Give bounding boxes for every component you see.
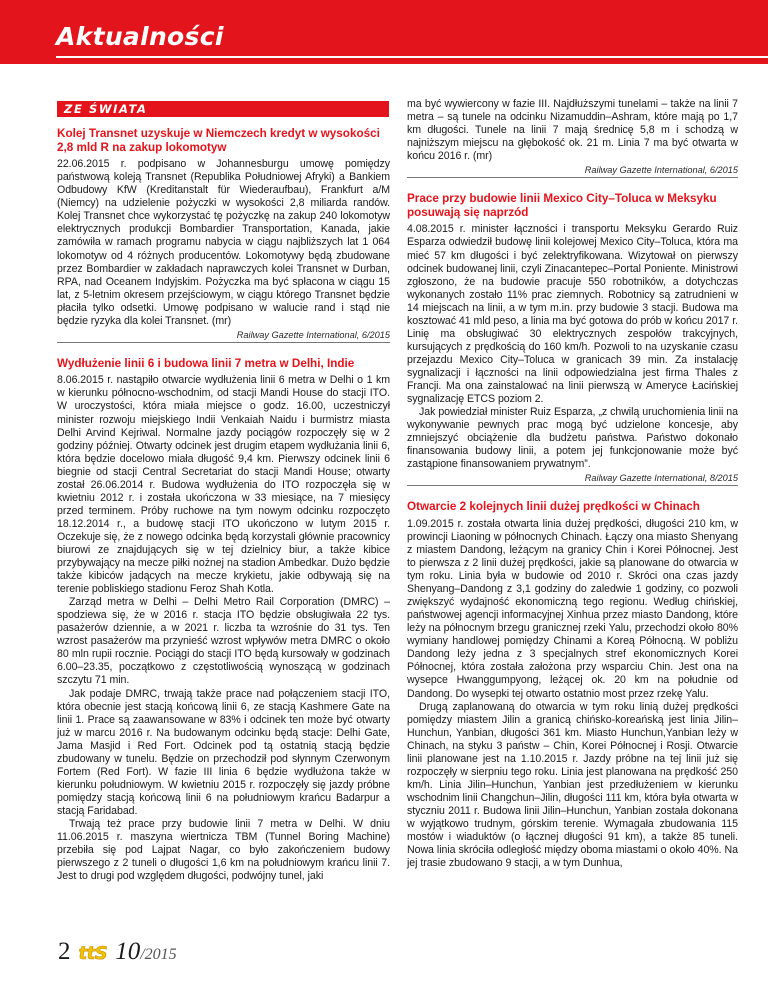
article-delhi-metro: [57, 357, 390, 883]
article-headline: Kolej Transnet uzyskuje w Niemczech kredyt w wysokości 2,8 mld R na zakup lokomotyw: [57, 127, 380, 154]
article-source: Railway Gazette International, 8/2015: [407, 473, 738, 486]
article-body: [57, 158, 390, 328]
article-source: Railway Gazette International, 6/2015: [57, 330, 390, 343]
article-paragraph: ma być wywiercony w fazie III. Najdłuższymi tunelami – także na linii 7 metra – są tunele na odcinku Nizamuddin–Ashram, które mają po 1,7 km długości. Tunele na linii 7 mają średnicę 5,8 m i schodzą w najniższym miejscu na głębokość ok. 21 m. Linia 7 ma być otwarta w końcu 2016 r. (mr): [407, 98, 738, 163]
header-divider: [56, 56, 768, 58]
right-column: [407, 98, 738, 870]
page-footer: [58, 938, 177, 978]
article-body-continued: [407, 98, 738, 163]
article-paragraph: 8.06.2015 r. nastąpiło otwarcie wydłużenia linii 6 metra w Delhi o 1 km w kierunku północno-wschodnim, od stacji Mandi House do stacji ITO. W uroczystości, która miała miejsce o godz. 16.00, uczestniczył minister rozwoju miejskiego Indii Venkaiah Naidu i burmistrz miasta Delhi Arvind Kejriwal. Normalne jazdy pociągów rozpoczęły się w 2 godziny później. Otwarty odcinek jest drugim etapem wydłużania linii 6, która będzie docelowo miała długość 9,4 km. Pierwszy odcinek linii 6 biegnie od stacji Central Secretariat do stacji Mandi House; otwarty został 26.06.2014 r. Budowa wydłużenia do ITO rozpoczęła się w kwietniu 2012 r. i została ukończona w 33 miesiące, na 7 miesięcy przed terminem. Próby ruchowe na tym nowym odcinku rozpoczęto 18.12.2014 r., a budowę stacji ITO ukończono w lutym 2015 r. Oczekuje się, że z nowego odcinka będą korzystali głównie pracownicy biurowi ze znajdujących się w tej dzielnicy biur, a także kibice przybywający na mecze piłki nożnej na stadion Ambedkar. Dużo będzie także kibiców jadących na mecze krykietu, jakie odbywają się na terenie pobliskiego stadionu Feroz Shah Kotla.: [57, 374, 390, 596]
article-paragraph: Jak powiedział minister Ruiz Esparza, „z chwilą uruchomienia linii na wykonywanie pewnych prac mogą być udzielone koncesje, aby zmniejszyć obciążenie dla budżetu państwa. Państwo dokonało finansowania budowy linii, a potem jej funkcjonowanie może być zastąpione finansowaniem prywatnym”.: [407, 406, 738, 471]
article-transnet: [57, 127, 390, 343]
article-paragraph: 4.08.2015 r. minister łączności i transportu Meksyku Gerardo Ruiz Esparza odwiedził budowę linii kolejowej Mexico City–Toluca, która ma mieć 57 km długości i być zelektryfikowana. Wizytował on pierwszy odcinek budowanej linii, czyli Zinacantepec–Portal Poniente. Ministrowi zgłoszono, że na budowie pracuje 550 robotników, a dotychczas wykonanych zostało 11% prac ziemnych. Robotnicy są zatrudnieni w 14 miejscach na linii, a w tym m.in. przy budowie 3 stacji. Budowa ma kosztować 41 mld peso, a linia ma być gotowa do prób w końcu 2017 r. Linię ma obsługiwać 30 elektrycznych zespołów trakcyjnych, kursujących z prędkością do 160 km/h. Pozwoli to na uzyskanie czasu przejazdu Mexico City–Toluca w granicach 39 min. Za instalację sygnalizacji i łączności na linii odpowiedzialna jest firma Thales z Francji. Ma ona zainstalować na linii pierwszą w Ameryce Łacińskiej sygnalizację ETCS poziom 2.: [407, 223, 738, 406]
page-section-title: Aktualności: [56, 22, 224, 51]
article-china-hsr: [407, 500, 738, 870]
article-body: [407, 518, 738, 870]
left-column: [57, 127, 390, 883]
issue-number: 10: [115, 938, 141, 965]
article-body: [57, 374, 390, 883]
article-source: Railway Gazette International, 6/2015: [407, 165, 738, 178]
article-headline: Wydłużenie linii 6 i budowa linii 7 metra w Delhi, Indie: [57, 356, 355, 370]
article-paragraph: 1.09.2015 r. została otwarta linia dużej prędkości, długości 210 km, w prowincji Liaoning w północnych Chinach. Łączy ona miasto Shenyang z miastem Dandong, leżącym na granicy Chin i Korei Północnej. Jest to pierwsza z 2 linii dużej prędkości, jakie są planowane do otwarcia w tym roku. Linia była w budowie od 2010 r. Skróci ona czas jazdy Shenyang–Dandong z 3,1 godziny do zaledwie 1 godziny, co pozwoli zwiększyć wydajność ekonomiczną tego regionu. Według chińskiej, państwowej agencji informacyjnej Xinhua przez miasto Dandong, które leży na północnym brzegu granicznej rzeki Yalu, przechodzi około 80% wymiany handlowej pomiędzy Chinami a Koreą Północną. W pobliżu Dandong leży jedna z 3 specjalnych stref ekonomicznych Korei Północnej, która została założona przy wsparciu Chin. Jest ona na wysepce Hwanggumpyong, leżącej ok. 20 km na południe od Dandong. Do wysepki tej otwarto ostatnio most przez rzekę Yalu.: [407, 517, 738, 700]
section-label: ZE ŚWIATA: [57, 101, 389, 117]
ttS-logo: ttS: [78, 943, 108, 964]
article-headline: Prace przy budowie linii Mexico City–Toluca w Meksyku posuwają się naprzód: [407, 192, 717, 219]
article-paragraph: Jak podaje DMRC, trwają także prace nad połączeniem stacji ITO, która obecnie jest stacją końcową linii 6, ze stacją Kashmere Gate na linii 1. Prace są zaawansowane w 83% i odcinek ten może być otwarty już w marcu 2016 r. Na budowanym odcinku będą stacje: Delhi Gate, Jama Masjid i Red Fort. Odcinek pod tą ostatnią stacją będzie zbudowany w tunelu. Będzie on przechodził pod słynnym Czerwonym Fortem (Red Fort). W fazie III linia 6 będzie wydłużona także w kierunku południowym. W kwietniu 2015 r. rozpoczęły się jazdy próbne pomiędzy stacją końcową linii 6 na południowym krańcu Badarpur a stacją Faridabad.: [57, 687, 390, 817]
article-headline: Otwarcie 2 kolejnych linii dużej prędkości w Chinach: [407, 500, 700, 514]
article-body: [407, 223, 738, 471]
page-number: 2: [58, 938, 71, 965]
article-paragraph: Drugą zaplanowaną do otwarcia w tym roku linią dużej prędkości pomiędzy miastem Jilin a granicą chińsko-koreańską jest linia Jilin–Hunchun, Yanbian, długości 361 km. Miasto Hunchun,Yanbian leży w Chinach, na styku 3 państw – Chin, Korei Północnej i Rosji. Otwarcie linii planowane jest na 1.10.2015 r. Jazdy próbne na tej linii już się rozpoczęły w sierpniu tego roku. Linia jest planowana na prędkość 250 km/h. Linia Jilin–Hunchun, Yanbian jest przedłużeniem w kierunku wschodnim linii Changchun–Jilin, długości 111 km, która była otwarta w styczniu 2011 r. Budowa linii Jilin–Hunchun, Yanbian została dokonana w wyjątkowo trudnym, górskim terenie. Wymagała zbudowania 115 mostów i wiaduktów (o łącznej długości 91 km), a także 85 tuneli. Nowa linia skróciła odległość między oboma miastami o około 40%. Na jej trasie zbudowano 9 stacji, a w tym Dunhua,: [407, 700, 738, 870]
article-mexico-toluca: [407, 192, 738, 486]
article-paragraph: 22.06.2015 r. podpisano w Johannesburgu umowę pomiędzy państwową koleją Transnet (Republika Południowej Afryki) a Bankiem Odbudowy KfW (Kreditanstalt für Wiederaufbau), Frankfurt a/M (Niemcy) na udzielenie pożyczki w wysokości 2,8 miliarda randów. Kolej Transnet chce wykorzystać tę pożyczkę na zakup 240 lokomotyw elektrycznych produkcji Bombardier Transportation, Kanada, jakie zamówiła w ramach programu nabycia w ciągu najbliższych lat 1 064 lokomotyw od 4 różnych producentów. Lokomotywy będą zbudowane przez Bombardier w zakładach naprawczych kolei Transnet w Durban, RPA, nad Oceanem Indyjskim. Pożyczka ma być spłacona w ciągu 15 lat, z 5-letnim okresem przejściowym, w ciągu którego Transnet będzie płaciła tylko odsetki. Umowę podpisano w walucie rand i stąd nie będzie ryzyka dla kolei Transnet. (mr): [57, 158, 390, 327]
article-paragraph: Zarząd metra w Delhi – Delhi Metro Rail Corporation (DMRC) – spodziewa się, że w 2016 r. stacja ITO będzie obsługiwała 22 tys. pasażerów dziennie, a w 2021 r. liczba ta wzrośnie do 31 tys. Ten wzrost pasażerów ma przynieść wzrost wpływów metra DMRC o około 80 mln rupii rocznie. Pociągi do stacji ITO będą kursowały w godzinach 6.00–23.35, początkowo z częstotliwością wynoszącą w godzinach szczytu 71 min.: [57, 596, 390, 687]
article-paragraph: Trwają też prace przy budowie linii 7 metra w Delhi. W dniu 11.06.2015 r. maszyna wiertnicza TBM (Tunnel Boring Machine) przebiła się pod Lajpat Nagar, co było zakończeniem budowy pierwszego z 2 tuneli o długości 1,6 km na południowym krańcu linii 7. Jest to drugi pod względem długości, podwójny tunel, jaki: [57, 817, 390, 883]
issue-year: /2015: [140, 946, 177, 963]
